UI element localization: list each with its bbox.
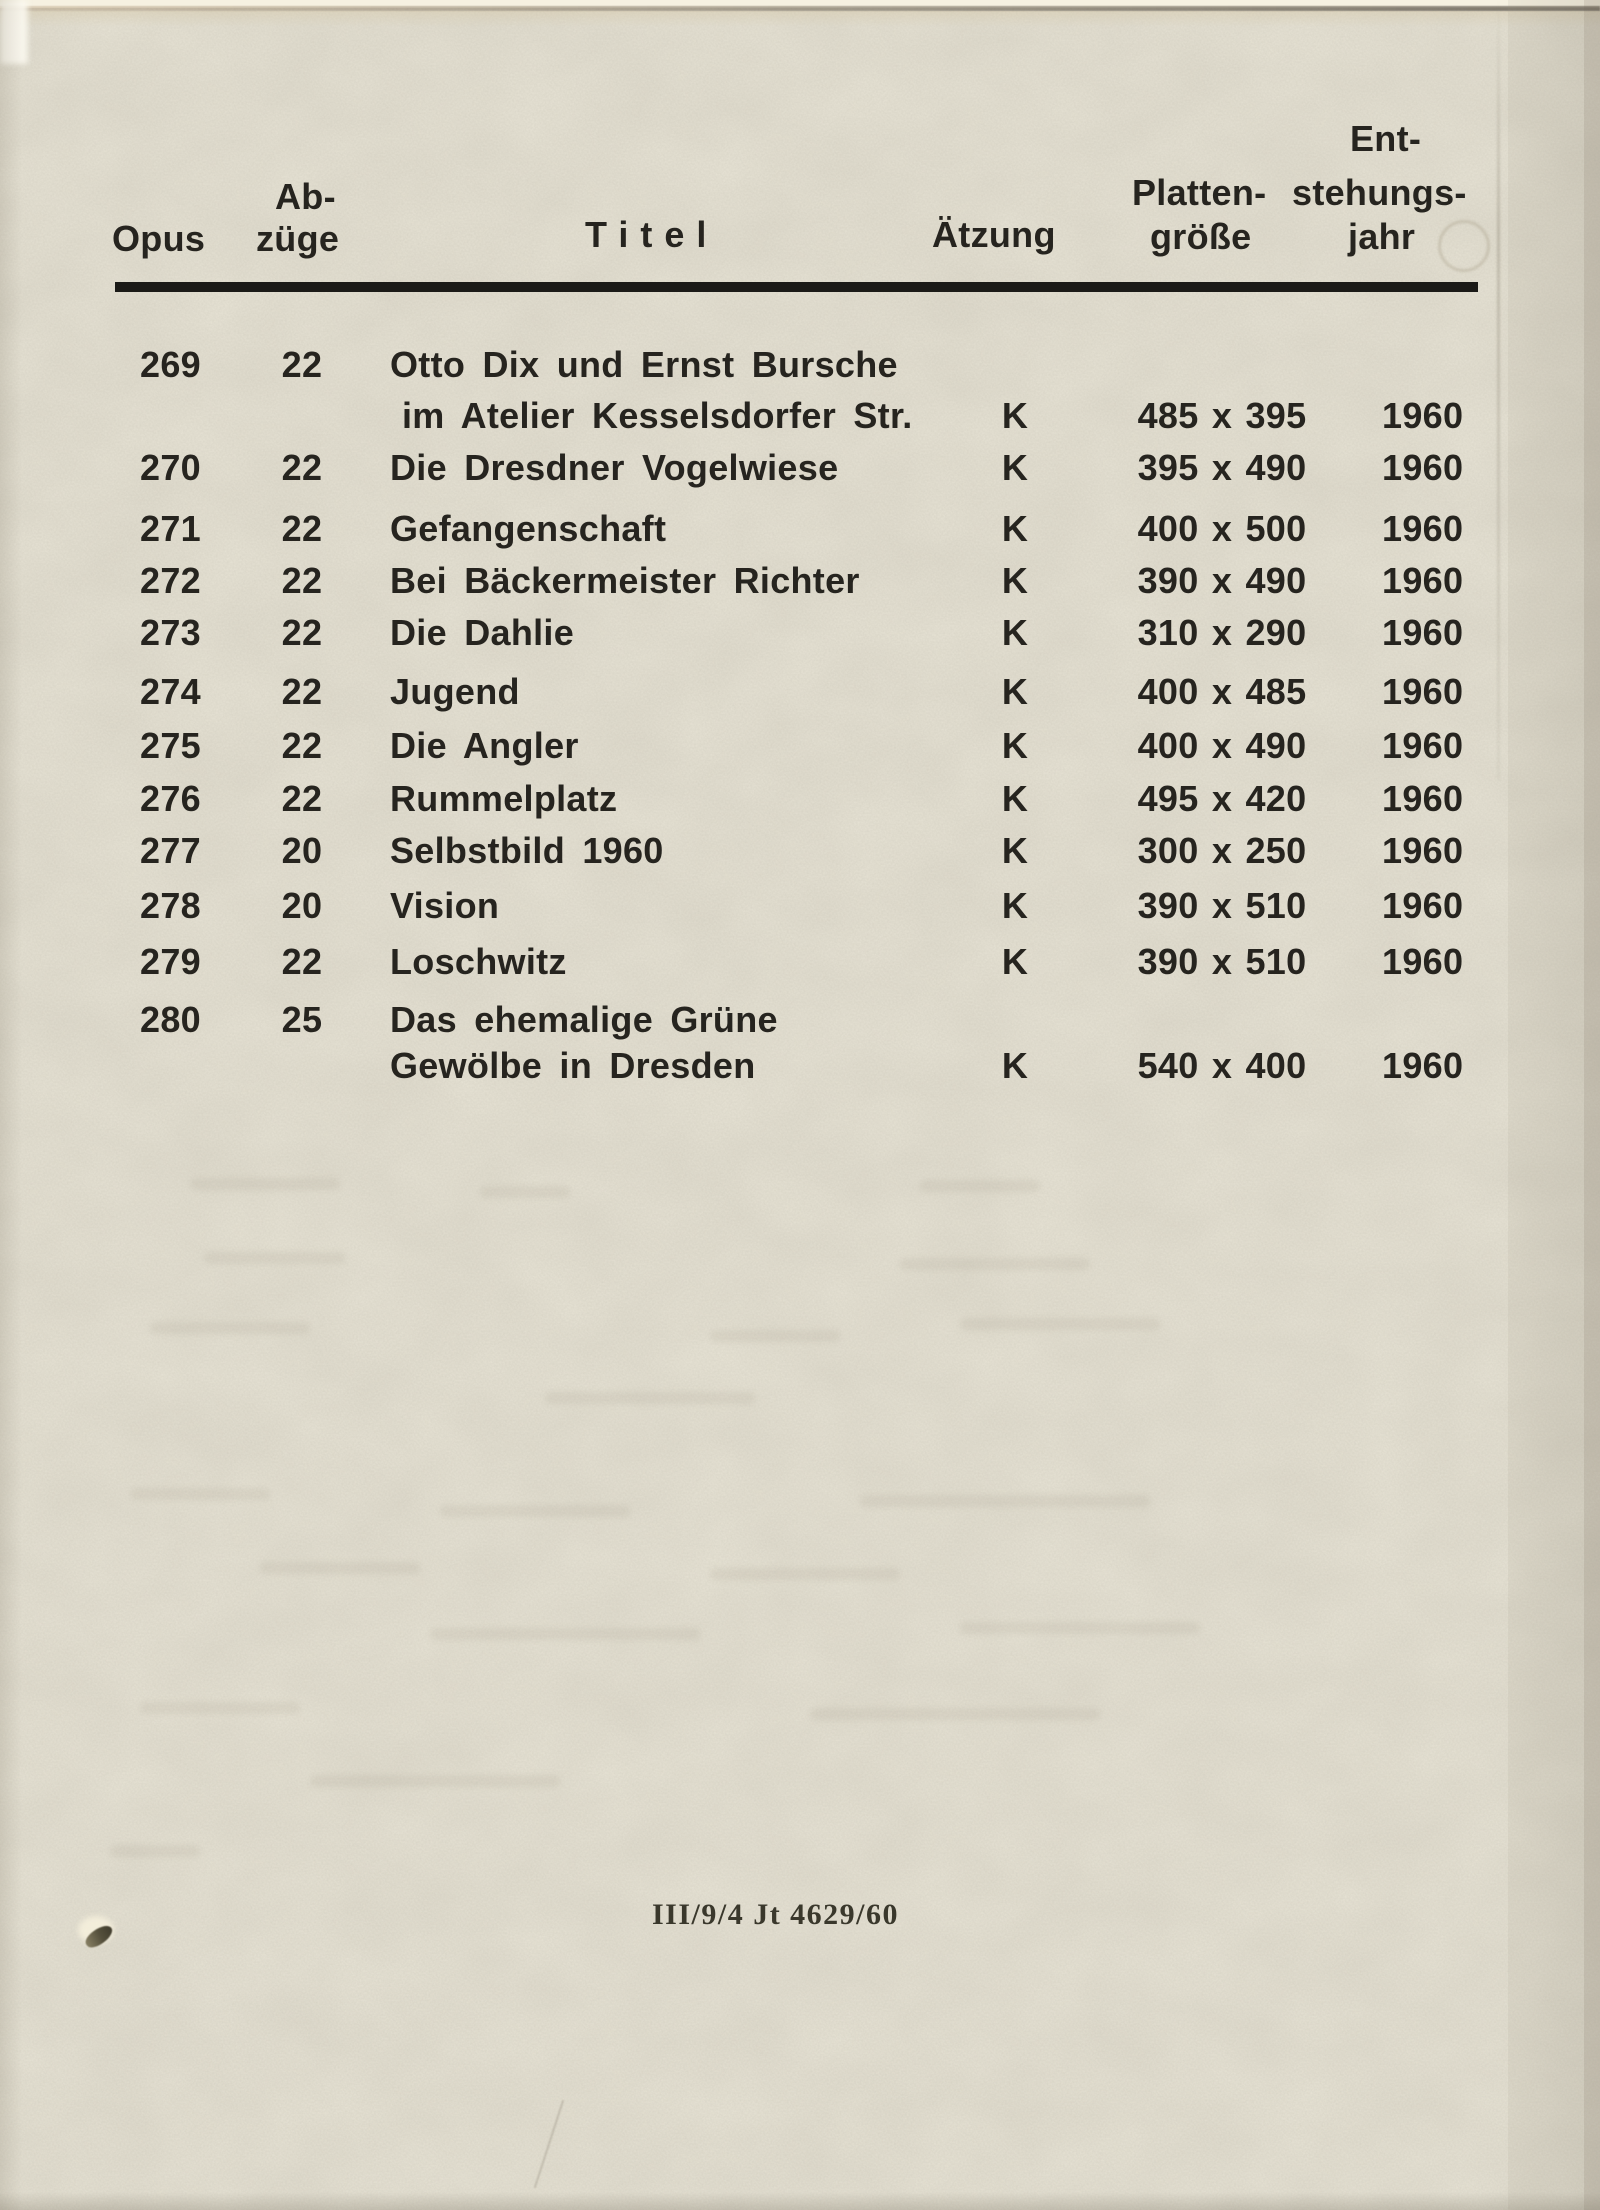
opus-cell: 273	[140, 612, 201, 653]
abzuege-cell: 22	[281, 612, 323, 653]
titel-cell: Die Angler	[390, 725, 579, 766]
aetzung-cell: K	[1001, 395, 1029, 436]
table-row	[0, 883, 1600, 929]
aetzung-cell: K	[1001, 830, 1029, 871]
abzuege-cell: 22	[281, 508, 323, 549]
abzuege-cell: 20	[281, 885, 323, 926]
header-aetzung: Ätzung	[932, 214, 1056, 255]
abzuege-cell: 20	[281, 830, 323, 871]
jahr-cell: 1960	[1382, 830, 1464, 871]
titel-cell: im Atelier Kesselsdorfer Str.	[402, 395, 913, 436]
opus-cell: 271	[140, 508, 201, 549]
opus-cell: 272	[140, 560, 201, 601]
header-abzuege-line1: Ab-	[275, 176, 336, 217]
plattengroesse-cell: 495 x 420	[1137, 778, 1307, 819]
plattengroesse-cell: 540 x 400	[1137, 1045, 1307, 1086]
jahr-cell: 1960	[1382, 941, 1464, 982]
titel-cell: Loschwitz	[390, 941, 567, 982]
opus-cell: 279	[140, 941, 201, 982]
titel-cell: Vision	[390, 885, 500, 926]
plattengroesse-cell: 390 x 510	[1137, 941, 1307, 982]
titel-cell: Rummelplatz	[390, 778, 618, 819]
titel-cell: Bei Bäckermeister Richter	[390, 560, 860, 601]
table-row	[0, 723, 1600, 769]
table-row	[0, 939, 1600, 985]
header-titel: Titel	[585, 214, 719, 255]
titel-cell: Gefangenschaft	[390, 508, 667, 549]
table-row	[0, 828, 1600, 874]
opus-cell: 277	[140, 830, 201, 871]
titel-cell: Die Dahlie	[390, 612, 575, 653]
header-rule	[115, 282, 1478, 292]
opus-cell: 275	[140, 725, 201, 766]
opus-cell: 280	[140, 999, 201, 1040]
plattengroesse-cell: 400 x 485	[1137, 671, 1307, 712]
titel-cell: Otto Dix und Ernst Bursche	[390, 344, 898, 385]
jahr-cell: 1960	[1382, 725, 1464, 766]
header-entstehungsjahr-line1: Ent-	[1350, 118, 1422, 159]
table-row	[0, 445, 1600, 491]
plattengroesse-cell: 400 x 490	[1137, 725, 1307, 766]
printers-imprint: III/9/4 Jt 4629/60	[652, 1898, 900, 1931]
aetzung-cell: K	[1001, 941, 1029, 982]
jahr-cell: 1960	[1382, 671, 1464, 712]
header-abzuege-line2: züge	[256, 218, 340, 259]
table-row	[0, 669, 1600, 715]
table-row	[0, 393, 1600, 439]
plattengroesse-cell: 395 x 490	[1137, 447, 1307, 488]
abzuege-cell: 25	[281, 999, 323, 1040]
aetzung-cell: K	[1001, 885, 1029, 926]
abzuege-cell: 22	[281, 447, 323, 488]
opus-cell: 270	[140, 447, 201, 488]
jahr-cell: 1960	[1382, 447, 1464, 488]
opus-cell: 269	[140, 344, 201, 385]
opus-cell: 278	[140, 885, 201, 926]
aetzung-cell: K	[1001, 778, 1029, 819]
jahr-cell: 1960	[1382, 612, 1464, 653]
titel-cell: Selbstbild 1960	[390, 830, 664, 871]
plattengroesse-cell: 310 x 290	[1137, 612, 1307, 653]
table-row	[0, 342, 1600, 388]
table-row	[0, 997, 1600, 1043]
table-row	[0, 610, 1600, 656]
header-plattengroesse-line1: Platten-	[1132, 172, 1267, 213]
titel-cell: Das ehemalige Grüne	[390, 999, 778, 1040]
table-row	[0, 558, 1600, 604]
plattengroesse-cell: 390 x 490	[1137, 560, 1307, 601]
jahr-cell: 1960	[1382, 508, 1464, 549]
aetzung-cell: K	[1001, 508, 1029, 549]
header-entstehungsjahr-line2: stehungs-	[1292, 172, 1467, 213]
opus-cell: 274	[140, 671, 201, 712]
abzuege-cell: 22	[281, 941, 323, 982]
aetzung-cell: K	[1001, 612, 1029, 653]
aetzung-cell: K	[1001, 671, 1029, 712]
header-opus: Opus	[112, 218, 206, 259]
titel-cell: Die Dresdner Vogelwiese	[390, 447, 839, 488]
abzuege-cell: 22	[281, 560, 323, 601]
header-entstehungsjahr-line3: jahr	[1348, 216, 1416, 257]
abzuege-cell: 22	[281, 725, 323, 766]
opus-cell: 276	[140, 778, 201, 819]
titel-cell: Jugend	[390, 671, 520, 712]
aetzung-cell: K	[1001, 1045, 1029, 1086]
table-row	[0, 1043, 1600, 1089]
jahr-cell: 1960	[1382, 395, 1464, 436]
aetzung-cell: K	[1001, 725, 1029, 766]
titel-cell: Gewölbe in Dresden	[390, 1045, 756, 1086]
abzuege-cell: 22	[281, 671, 323, 712]
plattengroesse-cell: 300 x 250	[1137, 830, 1307, 871]
jahr-cell: 1960	[1382, 1045, 1464, 1086]
jahr-cell: 1960	[1382, 885, 1464, 926]
aetzung-cell: K	[1001, 560, 1029, 601]
abzuege-cell: 22	[281, 344, 323, 385]
jahr-cell: 1960	[1382, 560, 1464, 601]
aetzung-cell: K	[1001, 447, 1029, 488]
jahr-cell: 1960	[1382, 778, 1464, 819]
table-row	[0, 506, 1600, 552]
plattengroesse-cell: 390 x 510	[1137, 885, 1307, 926]
plattengroesse-cell: 485 x 395	[1137, 395, 1307, 436]
plattengroesse-cell: 400 x 500	[1137, 508, 1307, 549]
abzuege-cell: 22	[281, 778, 323, 819]
header-plattengroesse-line2: größe	[1150, 216, 1252, 257]
table-row	[0, 776, 1600, 822]
